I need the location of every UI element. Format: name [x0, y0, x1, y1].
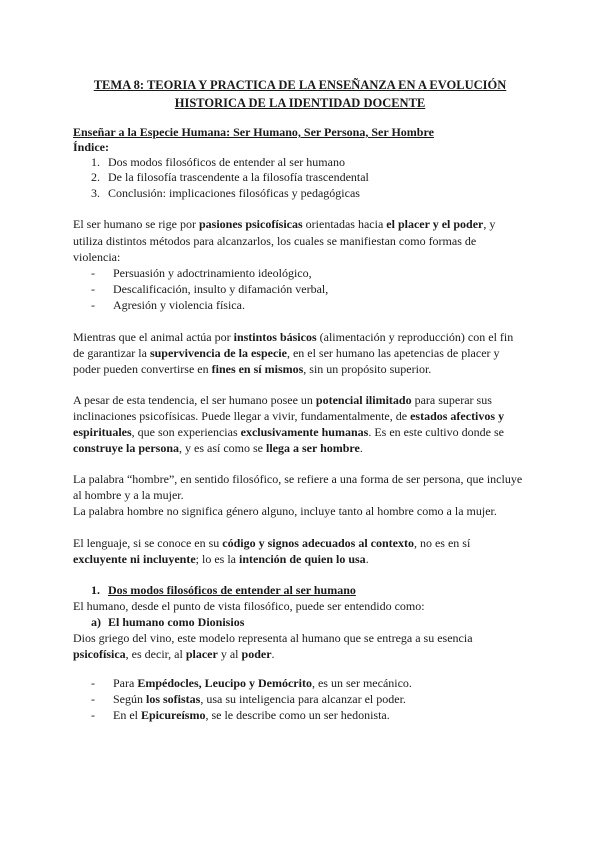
bullet-dash: - — [91, 282, 95, 296]
bold-run: los sofistas — [146, 692, 201, 706]
text-run: , y es así como se — [179, 441, 266, 455]
index-item-number: 3. — [91, 186, 100, 200]
bullet-dash: - — [91, 298, 95, 312]
bullet-dash: - — [91, 708, 95, 722]
text-run: En el — [113, 708, 141, 722]
list-item — [91, 281, 328, 297]
text-run: , usa su inteligencia para alcanzar el poder. — [200, 692, 406, 706]
bold-run: instintos básicos — [233, 330, 317, 344]
paragraph-3-line-3 — [73, 424, 504, 440]
text-run: de garantizar la — [73, 346, 150, 360]
text-run: Según — [113, 692, 146, 706]
text-run: A pesar de esta tendencia, el ser humano posee un — [73, 393, 316, 407]
subsection-heading — [91, 614, 244, 630]
section-heading — [91, 582, 356, 598]
subsection-heading-text: El humano como Dionisios — [108, 615, 245, 629]
bold-run: excluyente ni incluyente — [73, 552, 196, 566]
bullet-dash: - — [91, 676, 95, 690]
text-run: , que son experiencias — [131, 425, 241, 439]
bold-run: supervivencia de la especie — [149, 346, 287, 360]
text-run: . — [365, 552, 369, 566]
paragraph-3-line-4 — [73, 440, 363, 456]
text-run: , es un ser mecánico. — [311, 676, 412, 690]
text-run: . Es en este cultivo donde se — [368, 425, 504, 439]
text-run: y al — [217, 647, 242, 661]
paragraph-1-line-2: utiliza distintos métodos para alcanzarlos, los cuales se manifiestan como formas de — [73, 234, 477, 248]
bold-run: estados afectivos y — [410, 409, 505, 423]
bold-run: potencial ilimitado — [315, 393, 412, 407]
section-intro: El humano, desde el punto de vista filosófico, puede ser entendido como: — [73, 599, 425, 613]
index-label: Índice: — [73, 140, 109, 154]
list-item-text: Agresión y violencia física. — [113, 298, 245, 312]
text-run: Mientras que el animal actúa por — [73, 330, 234, 344]
list-item — [91, 675, 412, 691]
bold-run: Empédocles, Leucipo y Demócrito — [137, 676, 312, 690]
paragraph-2-line-1 — [73, 329, 513, 345]
text-run: poder pueden convertirse en — [73, 362, 212, 376]
document-subtitle: Enseñar a la Especie Humana: Ser Humano, Ser Persona, Ser Hombre — [73, 125, 434, 139]
list-item-text: Persuasión y adoctrinamiento ideológico, — [113, 266, 312, 280]
list-item-text: Descalificación, insulto y difamación verbal, — [113, 282, 329, 296]
bold-run: poder — [241, 647, 272, 661]
text-run: , en el ser humano las apetencias de placer y — [286, 346, 500, 360]
subsection-line-1: Dios griego del vino, este modelo representa al humano que se entrega a su esencia — [73, 631, 473, 645]
bold-run: llega a ser hombre — [265, 441, 360, 455]
list-item — [91, 265, 312, 281]
paragraph-1-line-3: violencia: — [73, 250, 121, 264]
index-item — [91, 185, 360, 201]
text-run: , no es en sí — [413, 536, 471, 550]
paragraph-4-line-3: La palabra hombre no significa género alguno, incluye tanto al hombre como a la mujer. — [73, 504, 497, 518]
text-run: , y — [483, 217, 496, 231]
text-run: El ser humano se rige por — [73, 217, 199, 231]
index-item-number: 1. — [91, 155, 100, 169]
text-run: , es decir, al — [125, 647, 186, 661]
bold-run: pasiones psicofísicas — [198, 217, 303, 231]
text-run: orientadas hacia — [302, 217, 387, 231]
index-item-number: 2. — [91, 170, 100, 184]
text-run: inclinaciones psicofísicas. Puede llegar a vivir, fundamentalmente, de — [73, 409, 411, 423]
paragraph-5-line-1 — [73, 535, 470, 551]
index-item — [91, 154, 345, 170]
bold-run: espirituales — [73, 425, 132, 439]
document-title-line-2: HISTORICA DE LA IDENTIDAD DOCENTE — [174, 96, 426, 110]
list-item — [91, 691, 406, 707]
subsection-line-2 — [73, 646, 275, 662]
bullet-dash: - — [91, 692, 95, 706]
text-run: ; lo es la — [195, 552, 239, 566]
text-run: . — [271, 647, 275, 661]
paragraph-4-line-2: al hombre y a la mujer. — [73, 488, 184, 502]
text-run: para superar sus — [411, 393, 492, 407]
bold-run: el placer y el poder — [386, 217, 484, 231]
bold-run: construye la persona — [73, 441, 179, 455]
paragraph-1-line-1 — [73, 216, 495, 232]
text-run: , sin un propósito superior. — [303, 362, 432, 376]
bold-run: código y signos adecuados al contexto — [222, 536, 414, 550]
paragraph-4-line-1: La palabra “hombre”, en sentido filosófico, se refiere a una forma de ser persona, que incluye — [73, 472, 523, 486]
list-item — [91, 297, 245, 313]
bold-run: intención de quien lo usa — [238, 552, 366, 566]
bold-run: placer — [185, 647, 218, 661]
section-heading-text: Dos modos filosóficos de entender al ser humano — [108, 583, 356, 597]
index-item-text: Conclusión: implicaciones filosóficas y pedagógicas — [108, 186, 360, 200]
index-item-text: De la filosofía trascendente a la filosofía trascendental — [108, 170, 369, 184]
bold-run: exclusivamente humanas — [240, 425, 369, 439]
paragraph-5-line-2 — [73, 551, 369, 567]
index-item-text: Dos modos filosóficos de entender al ser humano — [108, 155, 345, 169]
paragraph-3-line-2 — [73, 408, 504, 424]
text-run: . — [359, 441, 363, 455]
bullet-dash: - — [91, 266, 95, 280]
paragraph-3-line-1 — [73, 392, 492, 408]
paragraph-2-line-3 — [73, 361, 431, 377]
text-run: , se le describe como un ser hedonista. — [205, 708, 390, 722]
bold-run: Epicureísmo — [141, 708, 206, 722]
section-number: 1. — [91, 583, 100, 597]
text-run: Para — [113, 676, 138, 690]
paragraph-2-line-2 — [73, 345, 500, 361]
bold-run: fines en sí mismos — [211, 362, 304, 376]
document-title-line-1: TEMA 8: TEORIA Y PRACTICA DE LA ENSEÑANZA EN A EVOLUCIÓN — [93, 78, 507, 92]
list-item — [91, 707, 390, 723]
text-run: (alimentación y reproducción) con el fin — [316, 330, 514, 344]
text-run: El lenguaje, si se conoce en su — [73, 536, 223, 550]
subsection-label: a) — [91, 615, 101, 629]
bold-run: psicofísica — [73, 647, 126, 661]
index-item — [91, 169, 369, 185]
